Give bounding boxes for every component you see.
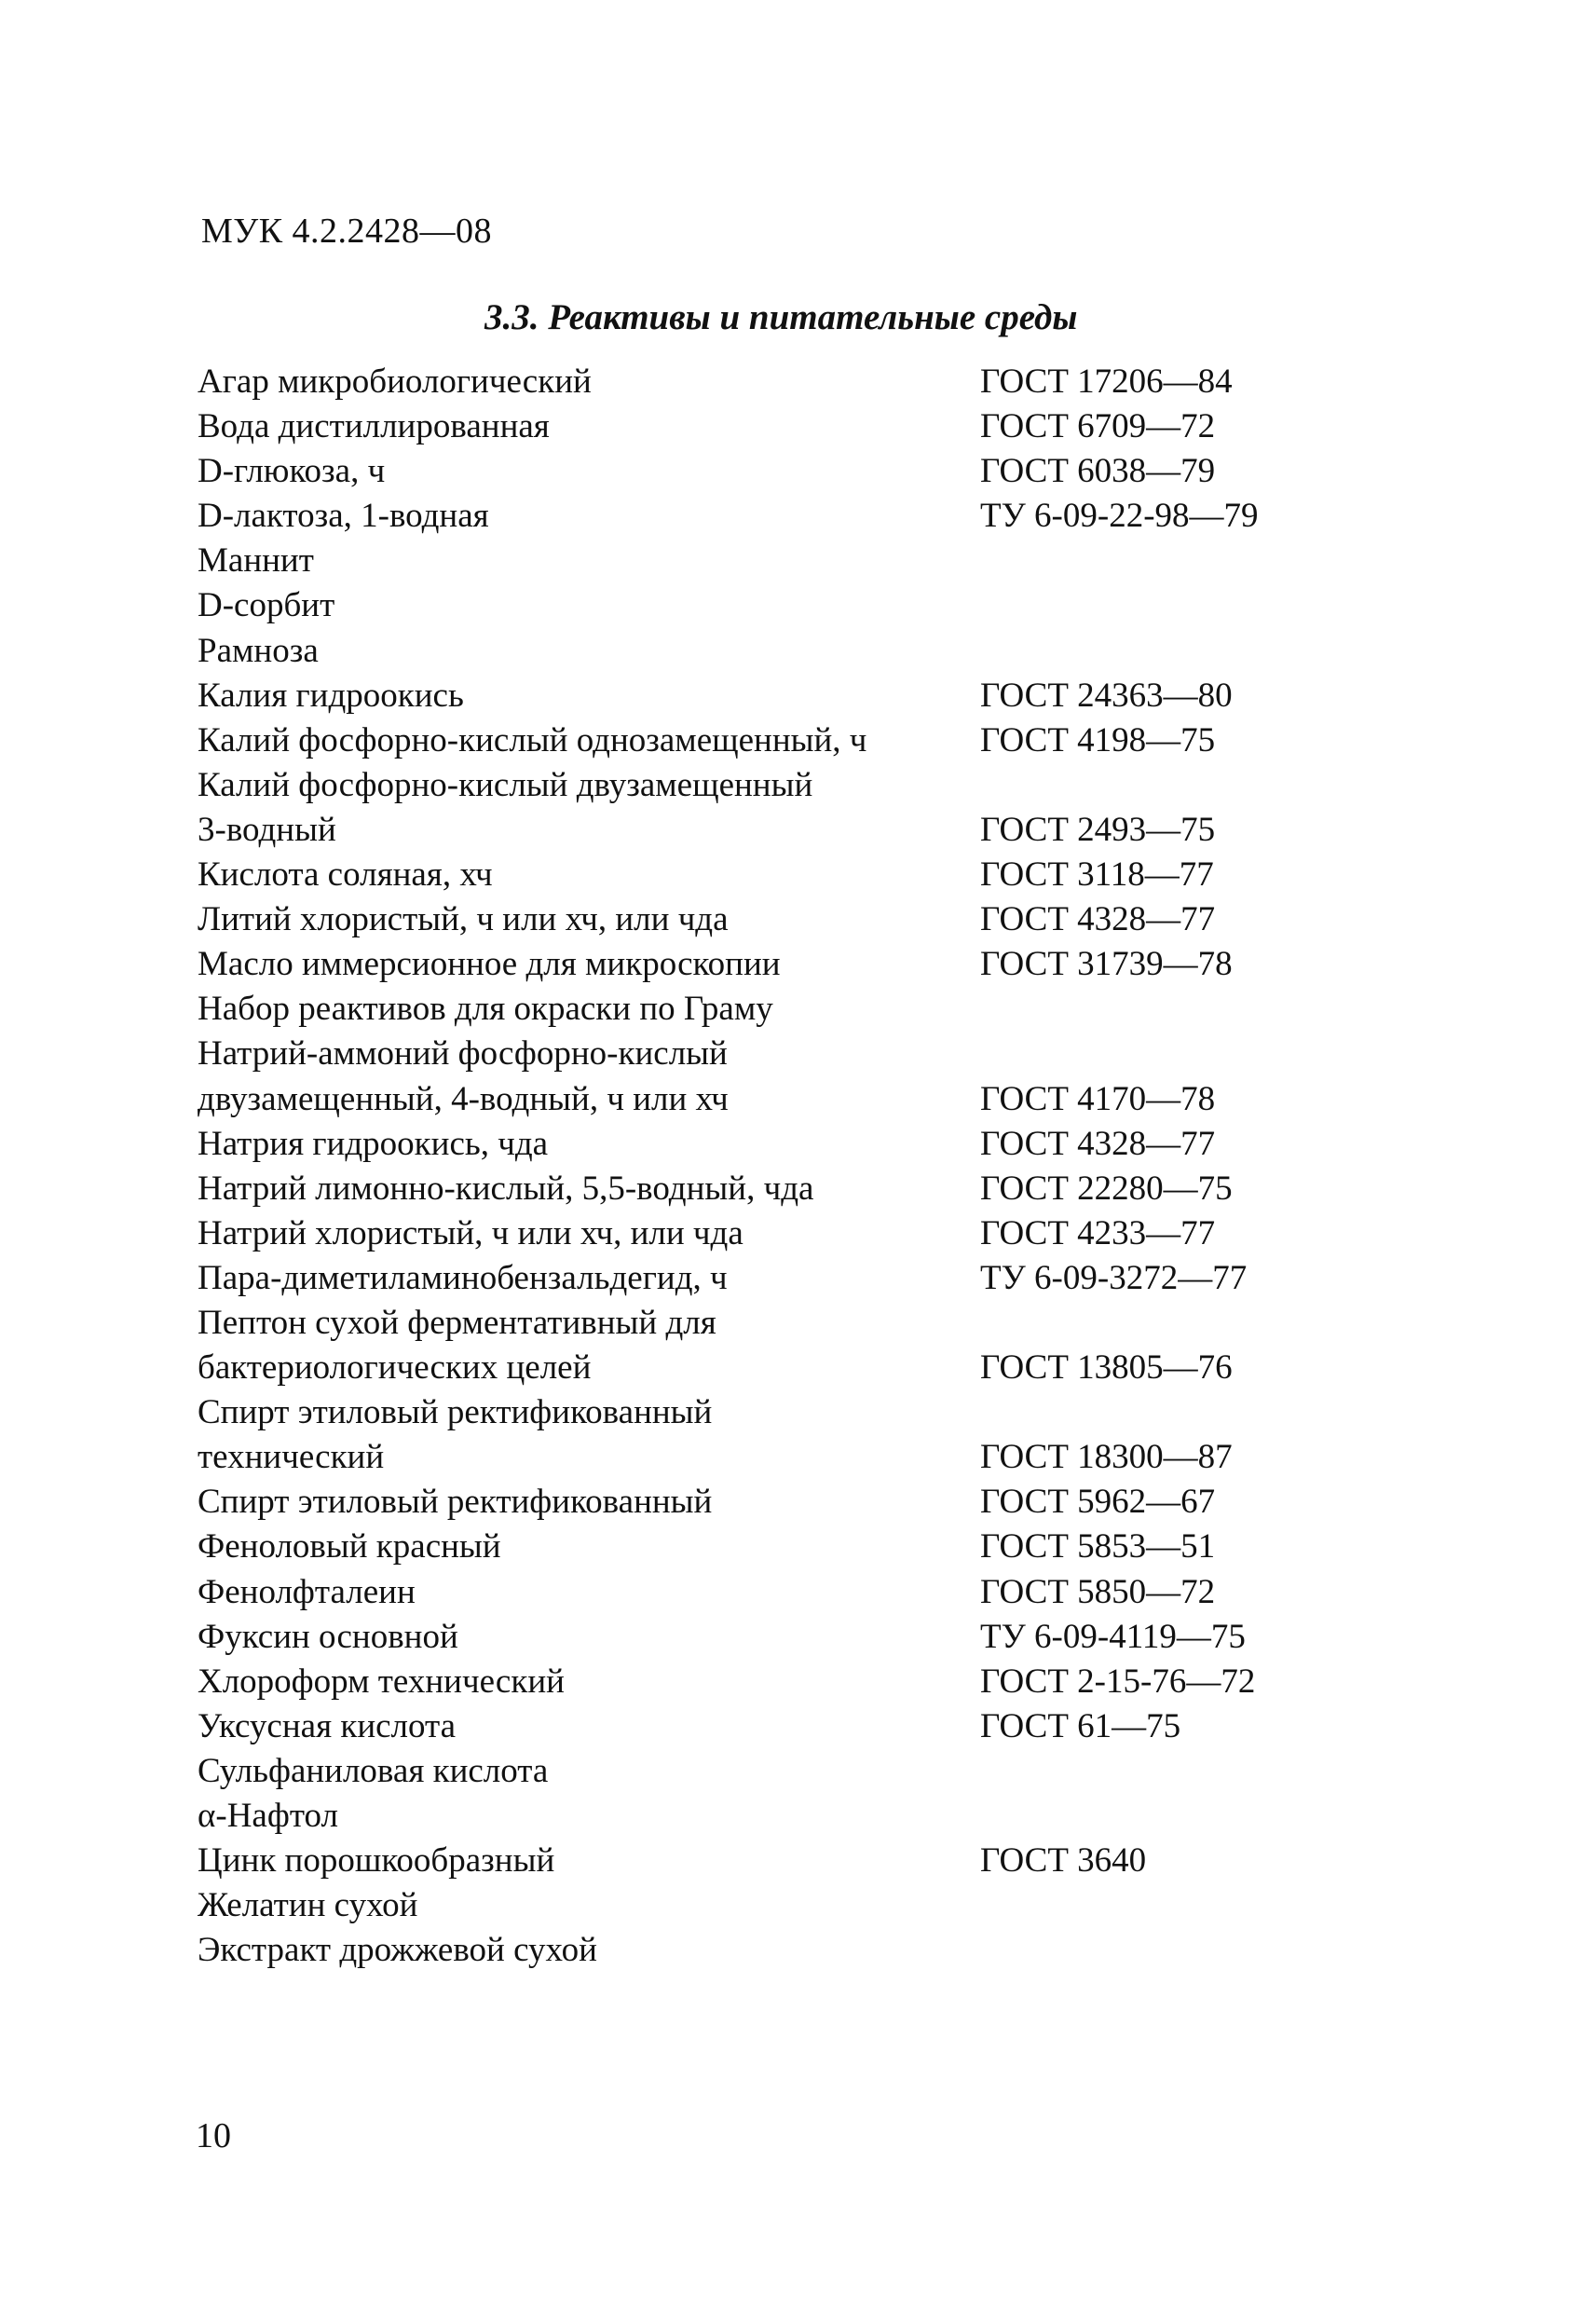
reagent-name: α-Нафтол	[198, 1797, 338, 1835]
reagent-name: Феноловый красный	[198, 1527, 501, 1566]
reagent-standard: ГОСТ 31739—78	[980, 945, 1233, 984]
reagent-row	[198, 718, 1316, 763]
reagent-row	[198, 853, 1316, 897]
reagent-row	[198, 1032, 1316, 1076]
reagent-standard: ГОСТ 2-15-76—72	[980, 1662, 1256, 1701]
reagent-name: Желатин сухой	[198, 1886, 418, 1925]
reagent-row	[198, 808, 1316, 853]
reagent-row	[198, 674, 1316, 718]
reagent-standard: ГОСТ 3118—77	[980, 855, 1214, 895]
reagent-standard: ТУ 6-09-22-98—79	[980, 497, 1259, 536]
reagent-name: Калий фосфорно-кислый двузамещенный	[198, 765, 813, 804]
section-title: 3.3. Реактивы и питательные среды	[484, 297, 1078, 337]
reagent-row	[198, 1883, 1316, 1928]
reagent-name: Литий хлористый, ч или хч, или чда	[198, 900, 729, 939]
reagent-name: Пара-диметиламинобензальдегид, ч	[198, 1258, 728, 1297]
reagent-row	[198, 629, 1316, 674]
reagent-standard: ГОСТ 3640	[980, 1841, 1147, 1881]
reagent-name: Спирт этиловый ректификованный	[198, 1393, 713, 1432]
reagent-row	[198, 1615, 1316, 1660]
reagent-name: Сульфаниловая кислота	[198, 1751, 549, 1790]
reagent-name: Рамноза	[198, 631, 319, 670]
reagent-standard: ГОСТ 61—75	[980, 1706, 1181, 1745]
reagent-standard: ГОСТ 6709—72	[980, 407, 1216, 446]
reagent-standard: ГОСТ 4198—75	[980, 720, 1216, 759]
reagent-row	[198, 1077, 1316, 1122]
reagent-name: Вода дистиллированная	[198, 407, 550, 446]
reagent-standard: ГОСТ 13805—76	[980, 1348, 1233, 1388]
reagent-row	[198, 1749, 1316, 1794]
reagent-name: Пептон сухой ферментативный для	[198, 1303, 716, 1342]
reagent-standard: ГОСТ 4328—77	[980, 1124, 1216, 1163]
reagent-row	[198, 1435, 1316, 1480]
reagent-row	[198, 360, 1316, 404]
reagent-standard: ГОСТ 6038—79	[980, 452, 1216, 491]
reagents-list	[198, 360, 1316, 1973]
reagent-row	[198, 987, 1316, 1032]
reagent-row	[198, 539, 1316, 583]
reagent-name: D-глюкоза, ч	[198, 452, 386, 491]
reagent-row	[198, 1211, 1316, 1256]
reagent-name: Фенолфталеин	[198, 1572, 416, 1611]
reagent-row	[198, 1122, 1316, 1167]
reagent-name: технический	[198, 1438, 385, 1477]
reagent-name: бактериологических целей	[198, 1348, 592, 1388]
reagent-row	[198, 897, 1316, 942]
reagent-standard: ГОСТ 22280—75	[980, 1169, 1233, 1208]
reagent-name: D-лактоза, 1-водная	[198, 497, 489, 536]
reagent-name: D-сорбит	[198, 586, 335, 625]
reagent-name: Уксусная кислота	[198, 1706, 457, 1745]
reagent-standard: ТУ 6-09-4119—75	[980, 1617, 1246, 1656]
reagent-name: Калия гидроокись	[198, 676, 464, 715]
reagent-row	[198, 1570, 1316, 1615]
reagent-row	[198, 1839, 1316, 1883]
reagent-name: 3-водный	[198, 810, 336, 849]
page-header: МУК 4.2.2428—08	[201, 212, 493, 251]
reagent-row	[198, 1660, 1316, 1704]
reagent-standard: ТУ 6-09-3272—77	[980, 1258, 1248, 1297]
reagent-row	[198, 494, 1316, 539]
reagent-name: Цинк порошкообразный	[198, 1841, 555, 1881]
reagent-standard: ГОСТ 5850—72	[980, 1572, 1216, 1611]
reagent-row	[198, 1301, 1316, 1346]
reagent-name: Натрий лимонно-кислый, 5,5-водный, чда	[198, 1169, 814, 1208]
reagent-standard: ГОСТ 5853—51	[980, 1527, 1216, 1566]
reagent-name: двузамещенный, 4-водный, ч или хч	[198, 1079, 729, 1118]
reagent-name: Натрий-аммоний фосфорно-кислый	[198, 1034, 728, 1074]
reagent-name: Масло иммерсионное для микроскопии	[198, 945, 781, 984]
reagent-standard: ГОСТ 24363—80	[980, 676, 1233, 715]
reagent-standard: ГОСТ 17206—84	[980, 363, 1233, 401]
reagent-name: Спирт этиловый ректификованный	[198, 1483, 713, 1522]
reagent-row	[198, 1704, 1316, 1749]
reagent-name: Кислота соляная, хч	[198, 855, 493, 895]
reagent-standard: ГОСТ 4170—78	[980, 1079, 1216, 1118]
reagent-row	[198, 1256, 1316, 1301]
reagent-row	[198, 404, 1316, 449]
reagent-name: Хлороформ технический	[198, 1662, 565, 1701]
reagent-row	[198, 1928, 1316, 1973]
reagent-row	[198, 583, 1316, 628]
reagent-name: Агар микробиологический	[198, 363, 592, 401]
reagent-row	[198, 1794, 1316, 1839]
reagent-row	[198, 1480, 1316, 1525]
reagent-standard: ГОСТ 2493—75	[980, 810, 1216, 849]
reagent-row	[198, 942, 1316, 987]
reagent-row	[198, 1390, 1316, 1435]
reagent-name: Экстракт дрожжевой сухой	[198, 1931, 597, 1970]
reagent-row	[198, 1525, 1316, 1569]
reagent-row	[198, 449, 1316, 494]
reagent-standard: ГОСТ 18300—87	[980, 1438, 1233, 1477]
reagent-standard: ГОСТ 4328—77	[980, 900, 1216, 939]
reagent-name: Маннит	[198, 541, 314, 581]
reagent-name: Набор реактивов для окраски по Граму	[198, 990, 773, 1029]
page-number: 10	[196, 2116, 231, 2155]
reagent-standard: ГОСТ 5962—67	[980, 1483, 1216, 1522]
reagent-row	[198, 1346, 1316, 1390]
reagent-name: Натрия гидроокись, чда	[198, 1124, 549, 1163]
reagent-row	[198, 763, 1316, 808]
reagent-name: Фуксин основной	[198, 1617, 458, 1656]
reagent-row	[198, 1167, 1316, 1211]
reagent-name: Калий фосфорно-кислый однозамещенный, ч	[198, 720, 867, 759]
reagent-name: Натрий хлористый, ч или хч, или чда	[198, 1213, 743, 1252]
reagent-standard: ГОСТ 4233—77	[980, 1213, 1216, 1252]
